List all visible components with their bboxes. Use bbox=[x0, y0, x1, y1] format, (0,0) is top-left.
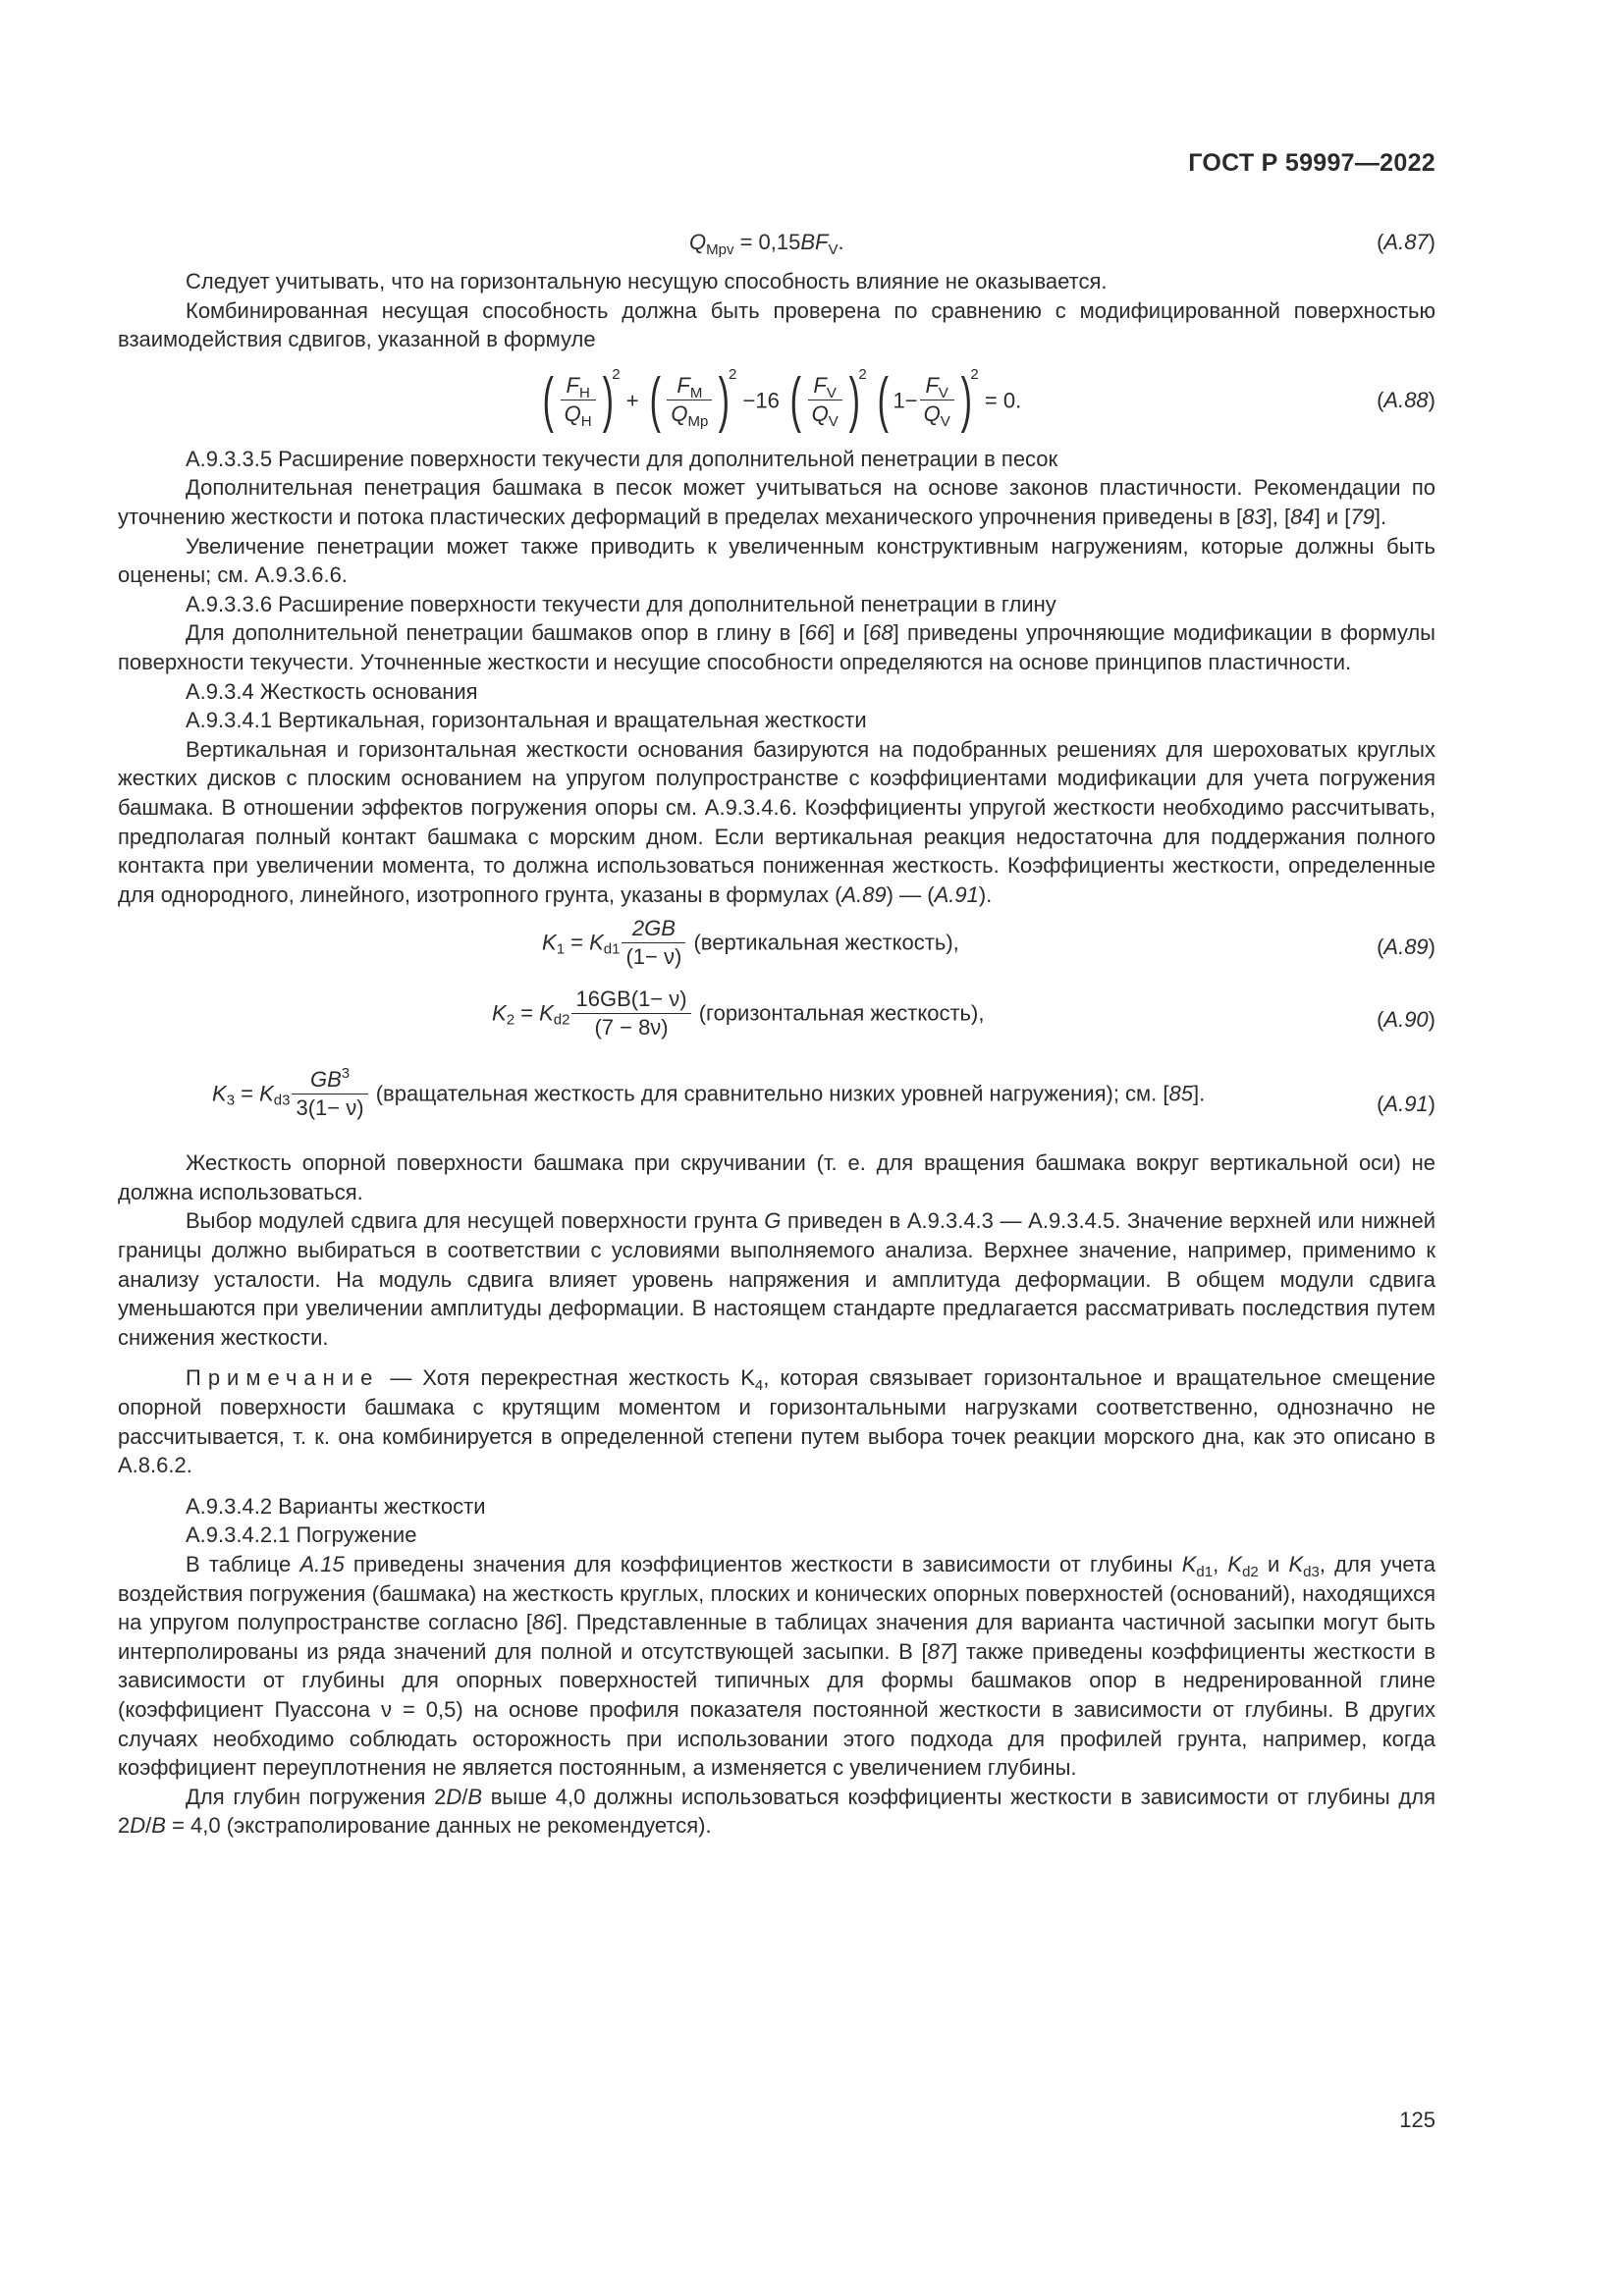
formula-a91: $K_3 = K_{d3}$ $\frac{GB^3}{3(1- \nu)}$ (вращательная жесткость для сравнительно низких уровней нагружения); см. [85]. (A.91) bbox=[212, 1065, 1435, 1121]
note: Примечание — Хотя перекрестная жесткость $K_4$, которая связывает горизонтальное и вращательное смещение опорной поверхности башмака с крутящим моментом и горизонтальными нагрузками соответственно, однозначно не рассчитывается, т. к. она комбинируется в определенной степени путем выбора точек реакции морского дна, как это описано в А.8.6.2. bbox=[118, 1365, 1435, 1478]
document-code: ГОСТ Р 59997—2022 bbox=[1188, 149, 1435, 177]
note-label: Примечание bbox=[186, 1365, 380, 1391]
section-heading: А.9.3.4 Жесткость основания bbox=[186, 678, 478, 704]
paragraph: Дополнительная пенетрация башмака в песок может учитываться на основе законов пластичности. Рекомендации по уточнению жесткости и потока пластических деформаций в пределах механического упрочнения приведены в [83], [84] и [79]. bbox=[118, 475, 1435, 529]
paragraph: Выбор модулей сдвига для несущей поверхности грунта G приведен в А.9.3.4.3 — А.9.3.4.5. Значение верхней или нижней границы должно выбираться в соответствии с условиями выполняемого анализа. Верхнее значение, например, применимо к анализу усталости. На модуль сдвига влияет уровень напряжения и амплитуда деформации. В общем модули сдвига уменьшаются при увеличении амплитуды деформации. В настоящем стандарте предлагается рассматривать последствия путем снижения жесткости. bbox=[118, 1208, 1435, 1350]
section-heading: А.9.3.3.5 Расширение поверхности текучести для дополнительной пенетрации в песок bbox=[186, 446, 1058, 471]
formula-number: (A.88) bbox=[1377, 387, 1435, 412]
formula-number: (A.90) bbox=[1377, 1007, 1435, 1033]
formula-a88: ( $\frac{F_H}{Q_H}$ )$^2$ + ( $\frac{F_M}{Q_{Mp}}$ )$^2$ −16 ( $\frac{F_V}{Q_V}$ )$^2$ ( 1− $\frac{F_V}{Q_V}$ )$^2$ = 0. (A.88) bbox=[542, 365, 1435, 434]
paragraph: Для дополнительной пенетрации башмаков опор в глину в [66] и [68] приведены упрочняющие модификации в формулы поверхности текучести. Уточненные жесткости и несущие способности определяются на основе принципов пластичности. bbox=[118, 620, 1435, 674]
formula-number: (A.89) bbox=[1377, 934, 1435, 960]
paragraph: Увеличение пенетрации может также приводить к увеличенным конструктивным нагружениям, которые должны быть оценены; см. А.9.3.6.6. bbox=[118, 533, 1435, 588]
section-heading: А.9.3.4.2 Варианты жесткости bbox=[186, 1493, 486, 1519]
paragraph: Жесткость опорной поверхности башмака при скручивании (т. е. для вращения башмака вокруг вертикальной оси) не должна использоваться. bbox=[118, 1150, 1435, 1204]
paragraph: Для глубин погружения 2D/B выше 4,0 должны использоваться коэффициенты жесткости в зависимости от глубины для 2D/B = 4,0 (экстраполирование данных не рекомендуется). bbox=[118, 1784, 1435, 1839]
section-heading: А.9.3.3.6 Расширение поверхности текучести для дополнительной пенетрации в глину bbox=[186, 591, 1056, 616]
formula-a89: $K_1 = K_{d1}$ $\frac{2GB}{(1- \nu)}$ (вертикальная жесткость), (A.89) bbox=[542, 916, 1435, 970]
page-number: 125 bbox=[1399, 2108, 1435, 2132]
formula-number: (A.91) bbox=[1377, 1092, 1435, 1117]
paragraph: В таблице A.15 приведены значения для коэффициентов жесткости в зависимости от глубины $K_{d1}$, $K_{d2}$ и $K_{d3}$, для учета воздействия погружения (башмака) на жесткость круглых, плоских и конических опорных поверхностей (оснований), находящихся на упругом полупространстве согласно [86]. Представленные в таблицах значения для варианта частичной засыпки могут быть интерполированы из ряда значений для полной и отсутствующей засыпки. В [87] также приведены коэффициенты жесткости в зависимости от глубины для опорных поверхностей типичных для формы башмаков опор в недренированной глине (коэффициент Пуассона ν = 0,5) на основе профиля показателя постоянной жесткости в зависимости от глубины. В других случаях необходимо соблюдать осторожность при использовании этого подхода для профилей грунта, например, когда коэффициент переуплотнения не является постоянным, а изменяется с увеличением глубины. bbox=[118, 1552, 1435, 1781]
section-heading: А.9.3.4.2.1 Погружение bbox=[186, 1522, 417, 1548]
formula-a87: $Q_{Mpv} = 0,15BF_V$. (A.87) bbox=[689, 230, 1435, 258]
paragraph: Следует учитывать, что на горизонтальную несущую способность влияние не оказывается. bbox=[186, 269, 1108, 294]
section-heading: А.9.3.4.1 Вертикальная, горизонтальная и вращательная жесткости bbox=[186, 708, 867, 733]
paragraph: Вертикальная и горизонтальная жесткости основания базируются на подобранных решениях для шероховатых круглых жестких дисков с плоским основанием на упругом полупространстве с коэффициентами модификации для учета погружения башмака. В отношении эффектов погружения опоры см. А.9.3.4.6. Коэффициенты упругой жесткости необходимо рассчитывать, предполагая полный контакт башмака с морским дном. Если вертикальная реакция недостаточна для поддержания полного контакта при увеличении момента, то должна использоваться пониженная жесткость. Коэффициенты жесткости, определенные для однородного, линейного, изотропного грунта, указаны в формулах (A.89) — (A.91). bbox=[118, 736, 1435, 907]
formula-number: (A.87) bbox=[1377, 230, 1435, 254]
page-body bbox=[118, 226, 1435, 1841]
formula-a90: $K_2 = K_{d2}$ $\frac{16GB(1- \nu)}{(7 - 8\nu)}$ (горизонтальная жесткость), (A.90) bbox=[492, 987, 1435, 1041]
paragraph: Комбинированная несущая способность должна быть проверена по сравнению с модифицированной поверхностью взаимодействия сдвигов, указанной в формуле bbox=[118, 297, 1435, 352]
